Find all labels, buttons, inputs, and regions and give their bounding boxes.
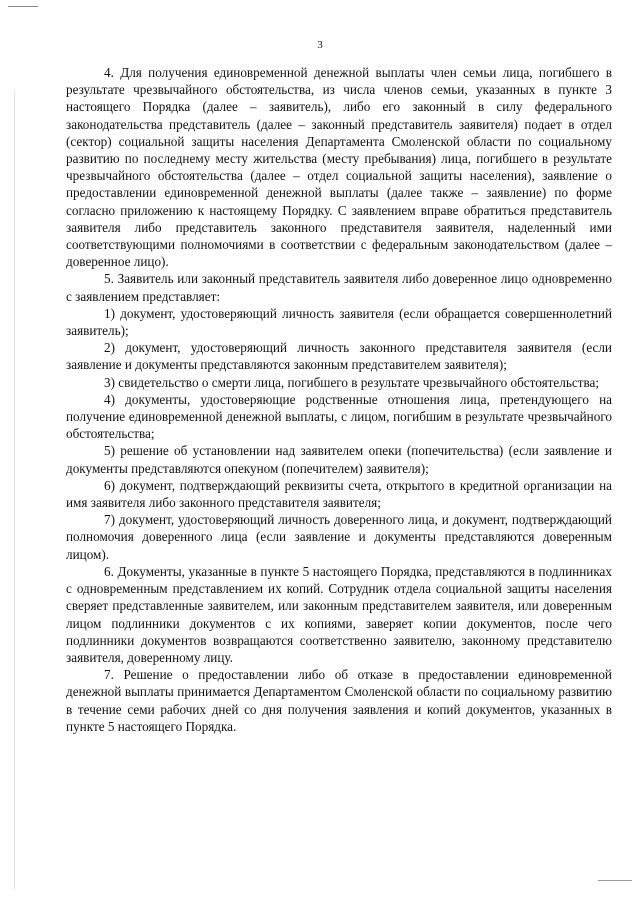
paragraph-item-4: 4. Для получения единовременной денежной выплаты член семьи лица, погибшего в результате чрезвычайного обстоятельства, из числа членов семьи, указанных в пункте 3 настоящего Порядка (далее – заявитель), либо его законный в силу федерального законодательства представитель (далее – законный представитель заявителя) подает в отдел (сектор) социальной защиты населения Департамента Смоленской области по социальному развитию по последнему месту жительства (месту пребывания) лица, погибшего в результате чрезвычайного обстоятельства (далее – отдел социальной защиты населения), заявление о предоставлении единовременной денежной выплаты (далее также – заявление) по форме согласно приложению к настоящему Порядку. С заявлением вправе обратиться представитель заявителя либо представитель законного представителя заявителя, наделенный ими соответствующими полномочиями в соответствии с федеральным законодательством (далее – доверенное лицо). bbox=[66, 65, 612, 270]
list-item-5-2: 2) документ, удостоверяющий личность законного представителя заявителя (если заявление и документы представляются законным представителем заявителя); bbox=[66, 340, 612, 373]
list-item-5-7: 7) документ, удостоверяющий личность доверенного лица, и документ, подтверждающий полномочия доверенного лица (если заявление и документы представляются доверенным лицом). bbox=[66, 512, 612, 562]
scan-artifact-left-edge bbox=[14, 90, 15, 890]
scan-artifact-bottom bbox=[598, 880, 632, 881]
paragraph-item-7: 7. Решение о предоставлении либо об отказе в предоставлении единовременной денежной выплаты принимается Департаментом Смоленской области по социальному развитию в течение семи рабочих дней со дня получения заявления и копий документов, указанных в пункте 5 настоящего Порядка. bbox=[66, 667, 612, 734]
list-item-5-3: 3) свидетельство о смерти лица, погибшего в результате чрезвычайного обстоятельства; bbox=[104, 374, 600, 390]
document-body bbox=[66, 64, 612, 735]
page-number: 3 bbox=[317, 39, 323, 51]
paragraph-item-6: 6. Документы, указанные в пункте 5 настоящего Порядка, представляются в подлинниках с одновременным представлением их копий. Сотрудник отдела социальной защиты населения сверяет представленные заявителем, или законным представителем заявителя, или доверенным лицом подлинники документов с их копиями, заверяет копии документов, после чего подлинники документов возвращаются соответственно заявителю, законному представителю заявителя, доверенному лицу. bbox=[66, 563, 612, 665]
list-item-5-1: 1) документ, удостоверяющий личность заявителя (если обращается совершеннолетний заявитель); bbox=[66, 305, 612, 339]
list-item-5-6: 6) документ, подтверждающий реквизиты счета, открытого в кредитной организации на имя заявителя либо законного представителя заявителя; bbox=[66, 477, 612, 511]
list-item-5-4: 4) документы, удостоверяющие родственные отношения лица, претендующего на получение единовременной денежной выплаты, с лицом, погибшим в результате чрезвычайного обстоятельства; bbox=[66, 391, 612, 442]
list-item-5-5: 5) решение об установлении над заявителем опеки (попечительства) (если заявление и документы представляются опекуном (попечителем) заявителя); bbox=[66, 443, 612, 476]
paragraph-item-5: 5. Заявитель или законный представитель заявителя либо доверенное лицо одновременно с заявлением представляет: bbox=[66, 271, 612, 304]
scan-artifact-top bbox=[8, 6, 38, 7]
